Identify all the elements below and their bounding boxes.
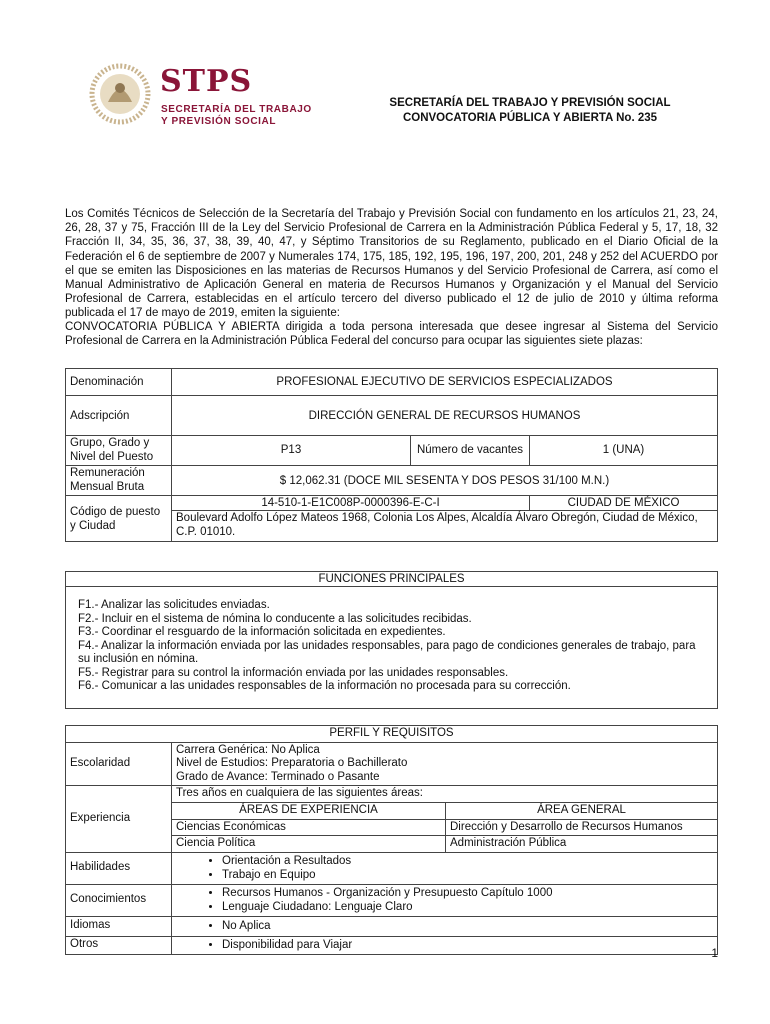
logo-subtitle-2: Y PREVISIÓN SOCIAL	[161, 116, 277, 127]
list-item: • No Aplica	[222, 919, 713, 934]
funciones-title: FUNCIONES PRINCIPALES	[66, 572, 718, 587]
grupo-value: P13	[172, 436, 411, 466]
area-general-item: Dirección y Desarrollo de Recursos Humanos	[446, 819, 718, 836]
remuneracion-value: $ 12,062.31 (DOCE MIL SESENTA Y DOS PESOS 31/100 M.N.)	[172, 466, 718, 496]
codigo-value: 14-510-1-E1C008P-0000396-E-C-I	[172, 496, 530, 511]
remuneracion-label: Remuneración Mensual Bruta	[66, 466, 172, 496]
stps-logo	[88, 62, 312, 132]
list-item: • Recursos Humanos - Organización y Presupuesto Capítulo 1000	[222, 886, 713, 901]
escolaridad-item: Nivel de Estudios: Preparatoria o Bachillerato	[176, 757, 408, 770]
list-item: • Lenguaje Ciudadano: Lenguaje Claro	[222, 900, 713, 915]
codigo-label: Código de puesto y Ciudad	[66, 496, 172, 542]
escolaridad-item: Carrera Genérica: No Aplica	[176, 743, 320, 756]
funciones-table	[65, 571, 718, 709]
area-exp-item: Ciencia Política	[172, 836, 446, 853]
habilidades-value	[172, 852, 718, 884]
idiomas-label: Idiomas	[66, 916, 172, 936]
denominacion-label: Denominación	[66, 369, 172, 396]
otros-value	[172, 936, 718, 954]
escolaridad-item: Grado de Avance: Terminado o Pasante	[176, 770, 380, 783]
conocimientos-label: Conocimientos	[66, 884, 172, 916]
logo-acronym: STPS	[160, 64, 253, 99]
areas-exp-header: ÁREAS DE EXPERIENCIA	[172, 802, 446, 819]
area-exp-item: Ciencias Económicas	[172, 819, 446, 836]
list-item: F6.- Comunicar a las unidades responsables de la información no procesada para su corrección.	[78, 680, 571, 692]
escolaridad-value	[172, 742, 718, 786]
experiencia-intro: Tres años en cualquiera de las siguientes áreas:	[172, 786, 718, 803]
logo-subtitle-1: SECRETARÍA DEL TRABAJO	[161, 104, 312, 115]
list-item: F3.- Coordinar el resguardo de la información solicitada en expedientes.	[78, 626, 446, 638]
perfil-title: PERFIL Y REQUISITOS	[66, 726, 718, 743]
funciones-list	[66, 587, 718, 709]
list-item: • Trabajo en Equipo	[222, 868, 713, 883]
vacantes-label: Número de vacantes	[411, 436, 530, 466]
list-item: • Disponibilidad para Viajar	[222, 938, 713, 953]
list-item: F5.- Registrar para su control la información enviada por las unidades responsables.	[78, 666, 509, 679]
grupo-label: Grupo, Grado y Nivel del Puesto	[66, 436, 172, 466]
escolaridad-label: Escolaridad	[66, 742, 172, 786]
ciudad-value: CIUDAD DE MÉXICO	[530, 496, 718, 511]
list-item: F4.- Analizar la información enviada por las unidades responsables, para pago de condiciones generales de trabajo, para su inclusión en nómina.	[78, 639, 696, 665]
list-item: • Orientación a Resultados	[222, 854, 713, 869]
area-general-item: Administración Pública	[446, 836, 718, 853]
direccion-value: Boulevard Adolfo López Mateos 1968, Colonia Los Alpes, Alcaldía Álvaro Obregón, Ciudad de México, C.P. 01010.	[172, 511, 718, 542]
list-item: F1.- Analizar las solicitudes enviadas.	[78, 599, 270, 611]
header-title-2: CONVOCATORIA PÚBLICA Y ABIERTA No. 235	[402, 112, 658, 124]
page-number: 1	[711, 946, 718, 960]
document-header	[330, 96, 730, 126]
list-item: F2.- Incluir en el sistema de nómina lo conducente a las solicitudes recibidas.	[78, 612, 472, 625]
convocatoria-paragraph: CONVOCATORIA PÚBLICA Y ABIERTA dirigida a toda persona interesada que desee ingresar al Sistema del Servicio Profesional de Carrera en la Administración Pública Federal del concurso para ocupar las siguientes siete plazas:	[65, 321, 718, 348]
perfil-table	[65, 725, 718, 955]
experiencia-label: Experiencia	[66, 786, 172, 852]
habilidades-label: Habilidades	[66, 852, 172, 884]
conocimientos-value	[172, 884, 718, 916]
otros-label: Otros	[66, 936, 172, 954]
header-title-1: SECRETARÍA DEL TRABAJO Y PREVISIÓN SOCIAL	[389, 97, 671, 109]
denominacion-value: PROFESIONAL EJECUTIVO DE SERVICIOS ESPECIALIZADOS	[172, 369, 718, 396]
intro-paragraph: Los Comités Técnicos de Selección de la Secretaría del Trabajo y Previsión Social con fundamento en los artículos 21, 23, 24, 26, 28, 37 y 75, Fracción III de la Ley del Servicio Profesional de Carrera en la Administración Pública Federal y 5, 17, 18, 32 Fracción II, 34, 35, 36, 37, 38, 39, 40, 47, y Séptimo Transitorios de su Reglamento, publicado en el Diario Oficial de la Federación el 6 de septiembre de 2007 y Numerales 174, 175, 185, 192, 195, 196, 197, 200, 201, 248 y 252 del ACUERDO por el que se emiten las Disposiciones en las materias de Recursos Humanos y del Servicio Profesional de Carrera, así como el Manual Administrativo de Aplicación General en materia de Recursos Humanos y Organización y el Manual del Servicio Profesional de Carrera, establecidas en el artículo tercero del diverso publicado el 12 de julio de 2010 y última reforma publicada el 17 de mayo de 2019, emiten la siguiente:	[65, 208, 718, 320]
adscripcion-label: Adscripción	[66, 396, 172, 436]
plaza-table	[65, 368, 718, 542]
vacantes-value: 1 (UNA)	[530, 436, 718, 466]
adscripcion-value: DIRECCIÓN GENERAL DE RECURSOS HUMANOS	[172, 396, 718, 436]
area-general-header: ÁREA GENERAL	[446, 802, 718, 819]
idiomas-value	[172, 916, 718, 936]
